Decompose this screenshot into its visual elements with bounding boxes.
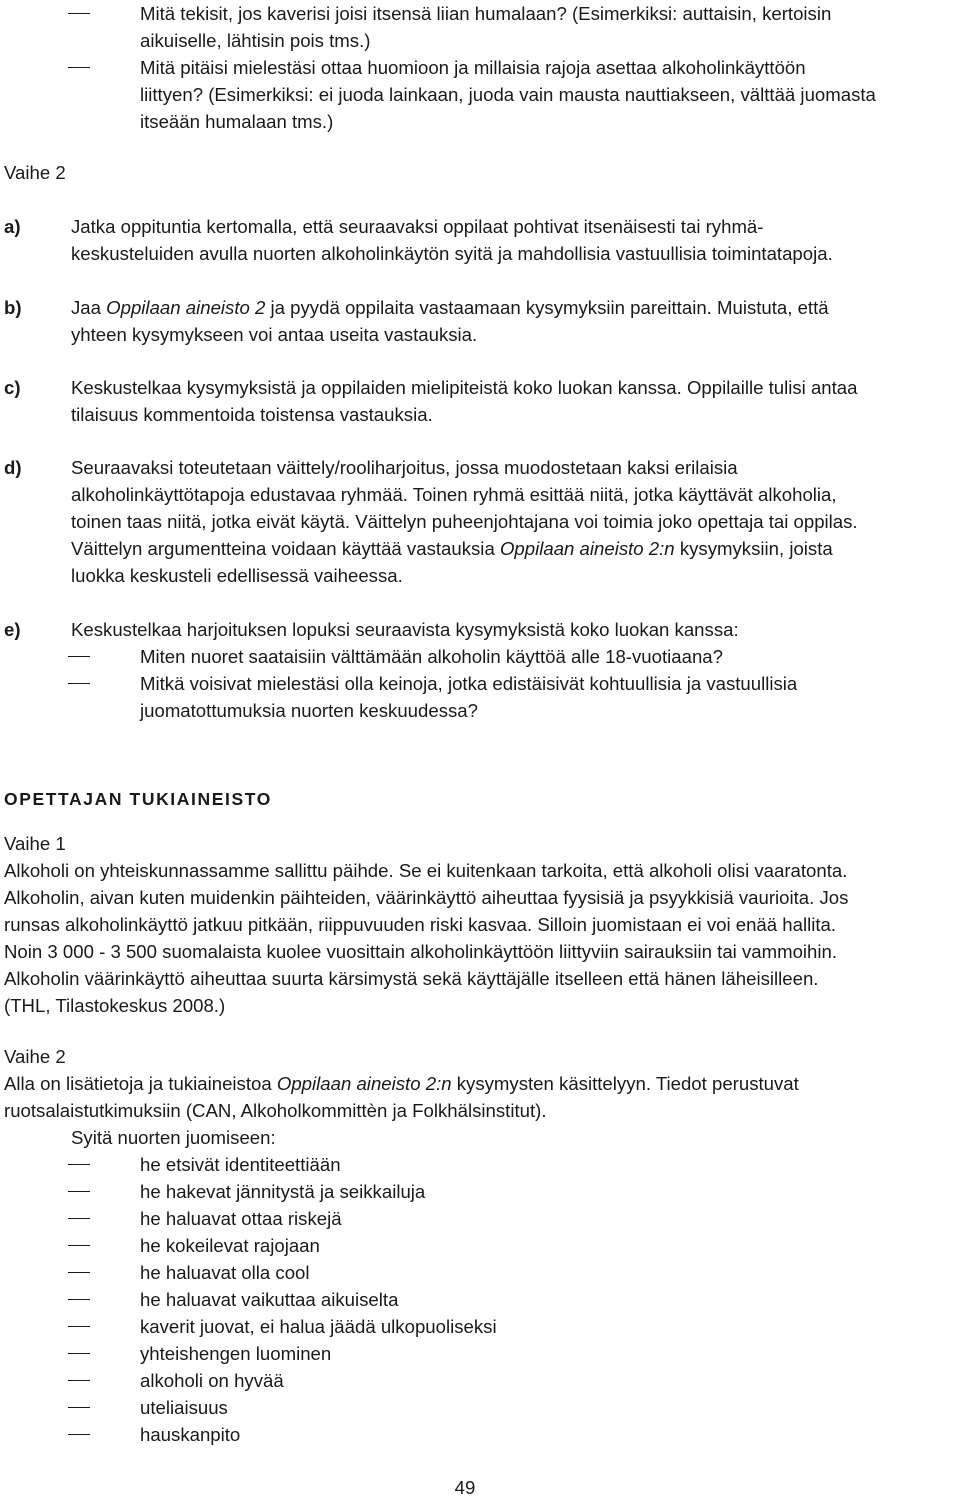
list-item: Mitä tekisit, jos kaverisi joisi itsensä liian humalaan? (Esimerkiksi: auttaisin, kertoisin aikuiselle, lähtisin pois tms.): [140, 3, 832, 51]
step-d: d) Seuraavaksi toteutetaan väittely/rooliharjoitus, jossa muodostetaan kaksi erilaisia alkoholinkäyttötapoja edustavaa ryhmää. Toinen ryhmä esittää niitä, jotka käyttävät alkoholia, toinen taas niitä, jotka eivät käytä. Väittelyn puheenjohtajana voi toimia joko opettaja tai oppilas. Väittelyn argumentteina voidaan käyttää vastauksia Oppilaan aineisto 2:n kysymyksiin, joista luokka keskusteli edellisessä vaiheessa.: [0, 454, 960, 589]
list-item: kaverit juovat, ei halua jäädä ulkopuoliseksi: [140, 1316, 497, 1337]
material-reference: Oppilaan aineisto 2: [106, 297, 266, 318]
material-reference: Oppilaan aineisto 2:n: [276, 1073, 452, 1094]
list-item: he haluavat ottaa riskejä: [140, 1208, 342, 1229]
list-item: he haluavat olla cool: [140, 1262, 310, 1283]
material-reference: Oppilaan aineisto 2:n: [499, 538, 675, 559]
reasons-list: [0, 1151, 960, 1448]
section-title-vaihe-2: Vaihe 2: [4, 162, 66, 183]
vaihe-1-paragraph: Alkoholi on yhteiskunnassamme sallittu päihde. Se ei kuitenkaan tarkoita, että alkoholi olisi vaaratonta. Alkoholin, aivan kuten muidenkin päihteiden, väärinkäyttö aiheuttaa fyysisiä ja psyykkisiä vaurioita. Jos runsas alkoholinkäyttö jatkuu pitkään, riippuvuuden riski kasvaa. Silloin juomistaan ei voi enää hallita. Noin 3 000 - 3 500 suomalaista kuolee vuosittain alkoholinkäyttöön liittyviin sairauksiin tai vammoihin. Alkoholin väärinkäyttö aiheuttaa suurta kärsimystä sekä käyttäjälle itselleen että hänen läheisilleen. (THL, Tilastokeskus 2008.): [4, 860, 849, 1016]
list-item: yhteishengen luominen: [140, 1343, 332, 1364]
step-letter: c): [4, 377, 21, 398]
section-title-vaihe-2-teacher: Vaihe 2: [4, 1046, 66, 1067]
vaihe-2-paragraph: Alla on lisätietoja ja tukiaineistoa Oppilaan aineisto 2:n kysymysten käsittelyyn. Tiedot perustuvat ruotsalaistutkimuksiin (CAN, Alkoholkommittèn ja Folkhälsinstitut).: [4, 1073, 799, 1121]
section-title-vaihe-1: Vaihe 1: [4, 833, 66, 854]
list-item: he hakevat jännitystä ja seikkailuja: [140, 1181, 426, 1202]
reasons-title: Syitä nuorten juomiseen:: [71, 1127, 276, 1148]
step-b: b) Jaa Oppilaan aineisto 2 ja pyydä oppilaita vastaamaan kysymyksiin pareittain. Muistuta, että yhteen kysymykseen voi antaa useita vastauksia.: [0, 294, 960, 348]
list-item: he kokeilevat rajojaan: [140, 1235, 320, 1256]
step-c: c) Keskustelkaa kysymyksistä ja oppilaiden mielipiteistä koko luokan kanssa. Oppilaille tulisi antaa tilaisuus kommentoida toistensa vastauksia.: [0, 374, 960, 428]
list-item: Miten nuoret saataisiin välttämään alkoholin käyttöä alle 18-vuotiaana?: [140, 646, 723, 667]
list-item: he haluavat vaikuttaa aikuiselta: [140, 1289, 399, 1310]
page-number: 49: [454, 1477, 476, 1498]
list-item: alkoholi on hyvää: [140, 1370, 284, 1391]
step-e: e) Keskustelkaa harjoituksen lopuksi seuraavista kysymyksistä koko luokan kanssa:: [0, 616, 960, 643]
step-e-question-list: [0, 643, 960, 724]
list-item: Mitkä voisivat mielestäsi olla keinoja, jotka edistäisivät kohtuullisia ja vastuullisia juomatottumuksia nuorten keskuudessa?: [140, 673, 798, 721]
step-a: a) Jatka oppituntia kertomalla, että seuraavaksi oppilaat pohtivat itsenäisesti tai ryhmä- keskusteluiden avulla nuorten alkoholinkäytön syitä ja mahdollisia vastuullisia toimintatapoja.: [0, 213, 960, 267]
teacher-material-heading: OPETTAJAN TUKIAINEISTO: [4, 789, 272, 809]
list-item: uteliaisuus: [140, 1397, 228, 1418]
step-letter: a): [4, 216, 21, 237]
list-item: he etsivät identiteettiään: [140, 1154, 341, 1175]
step-letter: b): [4, 297, 22, 318]
list-item: Mitä pitäisi mielestäsi ottaa huomioon ja millaisia rajoja asettaa alkoholinkäyttöön liittyen? (Esimerkiksi: ei juoda lainkaan, juoda vain mausta nauttiakseen, välttää juomasta itseään humalaan tms.): [140, 57, 876, 132]
step-letter: d): [4, 457, 22, 478]
step-letter: e): [4, 619, 21, 640]
intro-question-list: [0, 0, 960, 135]
list-item: hauskanpito: [140, 1424, 241, 1445]
